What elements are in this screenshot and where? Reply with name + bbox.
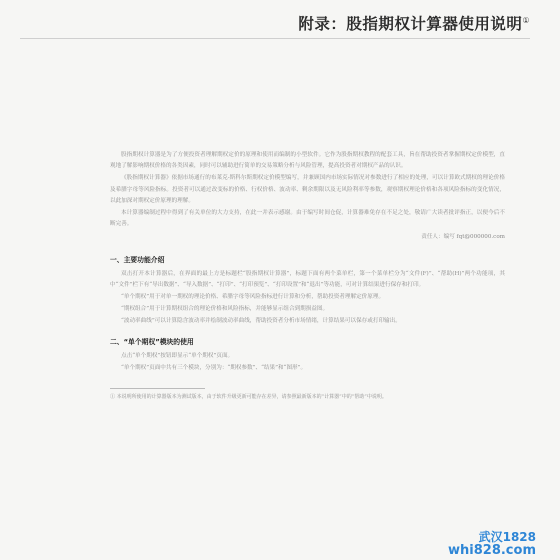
watermark-line-2: whi828.com xyxy=(448,543,536,558)
features-paragraph-2: “单个期权”用于对单一期权的理论价格、希腊字母等风险指标进行计算和分析，帮助投资者理解定价原理。 xyxy=(121,294,385,301)
title-text: 附录：股指期权计算器使用说明 xyxy=(298,15,523,33)
document-body xyxy=(110,150,505,402)
single-option-paragraph-1: 点击“单个期权”按钮即显示“单个期权”页面。 xyxy=(121,352,234,359)
intro-paragraph-1: 股指期权计算器是为了方便投资者理解期权定价的原理和使用而编制的小型软件。它作为股指期权教程的配套工具，旨在帮助投资者掌握期权定价模型，直观地了解影响期权价格的各类因素，同时可以辅助进行简单的交易策略分析与风险管理，提高投资者对期权产品的认识。 xyxy=(110,152,505,170)
header-rule xyxy=(20,38,530,39)
features-paragraph-4: “波动率曲线”可以计算隐含波动率并绘制波动率曲线，帮助投资者分析市场情绪，计算结果可以保存或打印输出。 xyxy=(121,318,401,325)
intro-paragraph-2: 《股指期权计算器》依据市场通行的布莱克-斯科尔斯期权定价模型编写，并兼顾国内市场实际情况对参数进行了相应的处理，可以计算欧式期权的理论价格及希腊字母等风险指标。投资者可以通过改变标的价格、行权价格、波动率、剩余期限以及无风险利率等参数，观察期权理论价格和各项风险指标的变化情况，以此加深对期权定价原理的理解。 xyxy=(110,175,505,204)
features-paragraph-3: “期权组合”用于计算期权组合的理论价格和风险指标，并能够显示组合到期损益图。 xyxy=(121,306,329,313)
footnote: ① 本说明所使用的计算器版本为测试版本，由于软件升级更新可能存在差异，请参照最新版本的“计算器”中的“帮助”中说明。 xyxy=(110,394,387,401)
page-title xyxy=(298,12,530,34)
credit-line: 责任人：编写 fqt@000000.com xyxy=(421,234,505,241)
intro-paragraph-3: 本计算器编制过程中得到了有关单位的大力支持，在此一并表示感谢。由于编写时间仓促，计算器难免存在不足之处，敬请广大读者批评指正，以便今后不断完善。 xyxy=(110,210,505,228)
single-option-paragraph-2: “单个期权”页面中共有三个模块，分别为：“期权参数”、“结果”和“图形”。 xyxy=(121,364,307,371)
watermark xyxy=(448,530,536,558)
title-footnote-mark: ① xyxy=(522,15,530,25)
section-heading-single-option: 二、“单个期权”模块的使用 xyxy=(110,337,194,346)
section-heading-features: 一、主要功能介绍 xyxy=(110,255,165,264)
features-paragraph-1: 双击打开本计算器后，在界面的最上方是标题栏“股指期权计算器”，标题下面有两个菜单栏，第一个菜单栏分为“文件(F)”、“帮助(H)”两个功能项，其中“文件”栏下有“导出数据”、“导入数据”、“打印”、“打印预览”、“打印设置”和“退出”等功能，可对计算结果进行保存和打印。 xyxy=(110,270,505,288)
watermark-line-1: 武汉1828 xyxy=(478,530,536,544)
footnote-rule xyxy=(110,388,205,389)
